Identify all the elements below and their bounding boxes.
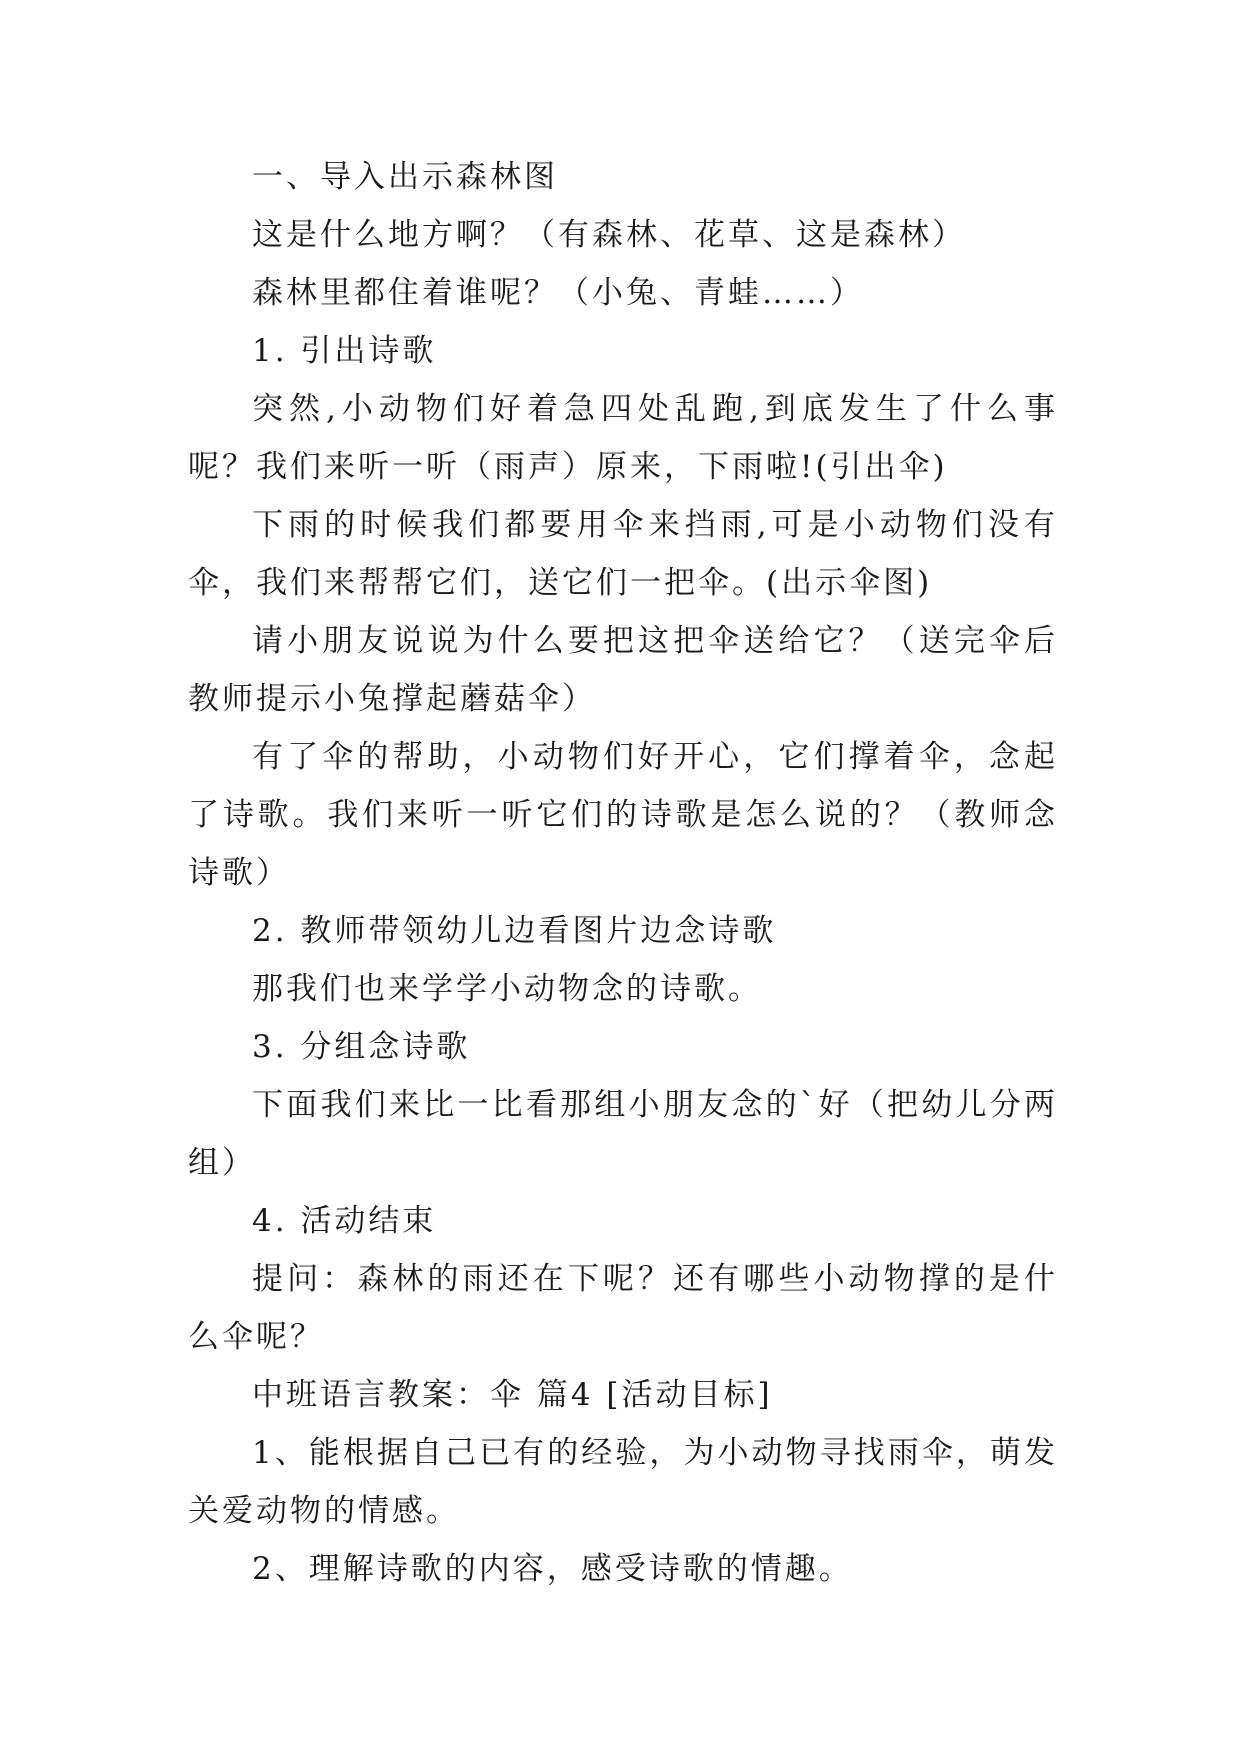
step-heading-3: 3. 分组念诗歌	[252, 1029, 471, 1065]
step-heading-4: 4. 活动结束	[252, 1203, 437, 1239]
objective-item: 1、能根据自己已有的经验，为小动物寻找雨伞，萌发关爱动物的情感。	[188, 1435, 1058, 1529]
paragraph: 那我们也来学学小动物念的诗歌。	[252, 971, 762, 1007]
step-heading-2: 2. 教师带领幼儿边看图片边念诗歌	[252, 913, 777, 949]
section-heading-intro: 一、导入出示森林图	[252, 159, 558, 195]
objective-item: 2、理解诗歌的内容，感受诗歌的情趣。	[252, 1551, 853, 1587]
paragraph: 有了伞的帮助，小动物们好开心，它们撑着伞，念起了诗歌。我们来听一听它们的诗歌是怎么说的？（教师念诗歌）	[188, 739, 1058, 891]
document-body	[188, 148, 1058, 1598]
paragraph: 提问：森林的雨还在下呢？还有哪些小动物撑的是什么伞呢？	[188, 1261, 1058, 1355]
lesson-title: 中班语言教案：伞 篇4 [活动目标]	[252, 1377, 773, 1413]
paragraph: 这是什么地方啊？（有森林、花草、这是森林）	[252, 217, 966, 253]
paragraph: 请小朋友说说为什么要把这把伞送给它？（送完伞后教师提示小兔撑起蘑菇伞）	[188, 623, 1058, 717]
paragraph: 下雨的时候我们都要用伞来挡雨,可是小动物们没有伞，我们来帮帮它们，送它们一把伞。(出示伞图)	[188, 507, 1058, 601]
paragraph: 下面我们来比一比看那组小朋友念的`好（把幼儿分两组）	[188, 1087, 1058, 1181]
paragraph: 突然,小动物们好着急四处乱跑,到底发生了什么事呢？我们来听一听（雨声）原来，下雨啦!(引出伞)	[188, 391, 1058, 485]
step-heading-1: 1. 引出诗歌	[252, 333, 437, 369]
paragraph: 森林里都住着谁呢？（小兔、青蛙……）	[252, 275, 864, 311]
